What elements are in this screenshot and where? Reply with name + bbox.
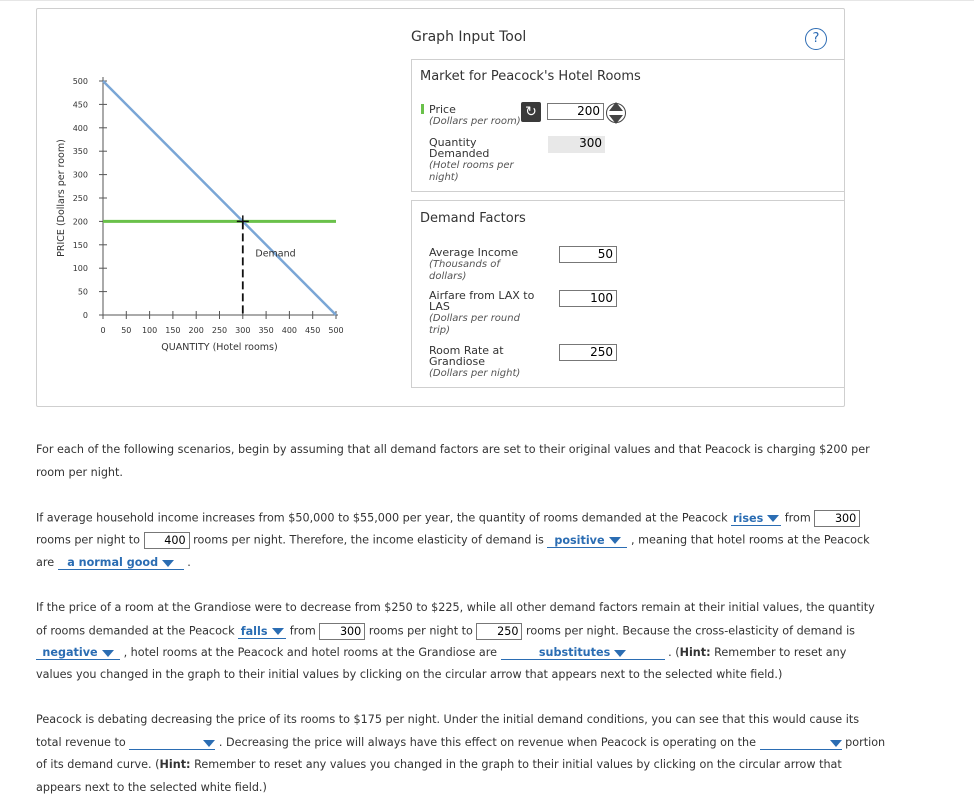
y-tick-label: 250 [72, 194, 88, 203]
demand-line [103, 81, 336, 315]
paragraph-3-line-3: of its demand curve. (Hint: Remember to reset any values you changed in the graph to their initial values by clicking on the circular arrow that [36, 758, 842, 771]
paragraph-3-line-1: Peacock is debating decreasing the price of its rooms to $175 per night. Under the initial demand conditions, you can see that this would cause its [36, 713, 860, 726]
x-tick-label: 250 [211, 326, 228, 335]
y-tick-label: 150 [72, 240, 88, 250]
paragraph-2-line-3: negative , hotel rooms at the Peacock and hotel rooms at the Grandiose are substitutes . (Hint: Remember to reset any [36, 646, 846, 660]
x-tick-label: 450 [305, 326, 321, 335]
y-tick-label: 200 [72, 217, 88, 227]
paragraph-2-line-4: values you changed in the graph to their initial values by clicking on the circular arrow that appears next to the selected white field.) [36, 668, 783, 681]
x-tick-label: 50 [121, 326, 132, 335]
income-to-input[interactable]: 400 [144, 532, 190, 549]
price-spinner-icon[interactable] [606, 99, 626, 127]
demand-factors-title: Demand Factors [420, 211, 526, 226]
quantity-value: 300 [548, 136, 605, 153]
dropdown-arrow-icon [609, 537, 621, 544]
paragraph-1-line-3: are a normal good . [36, 556, 191, 569]
quantity-label: Quantity Demanded (Hotel rooms per night) [429, 136, 514, 183]
y-tick-label: 0 [82, 311, 88, 320]
intro-line-2: room per night. [36, 466, 123, 479]
reset-arrow-icon[interactable]: ↻ [521, 102, 541, 122]
x-tick-label: 150 [165, 326, 181, 335]
intro-line-1: For each of the following scenarios, begin by assuming that all demand factors are set to their original values and that Peacock is charging $200 per [36, 443, 870, 456]
y-tick-label: 500 [72, 77, 88, 86]
grandiose-rate-input[interactable]: 250 [559, 344, 617, 361]
dropdown-arrow-icon [830, 740, 842, 747]
price-label: Price (Dollars per room) [429, 103, 521, 127]
x-tick-label: 0 [100, 326, 106, 335]
income-elasticity-dropdown[interactable]: positive [547, 534, 627, 548]
curve-portion-dropdown[interactable] [760, 736, 842, 750]
x-tick-label: 100 [141, 326, 158, 335]
paragraph-3-line-2: total revenue to . Decreasing the price will always have this effect on revenue when Peacock is operating on the portion [36, 736, 886, 749]
market-title: Market for Peacock's Hotel Rooms [420, 69, 641, 84]
paragraph-1-line-1: If average household income increases from $50,000 to $55,000 per year, the quantity of rooms demanded at the Peacock rises from 300 [36, 510, 860, 527]
x-tick-label: 350 [258, 326, 274, 335]
cross-elasticity-dropdown[interactable]: negative [36, 646, 120, 660]
dropdown-arrow-icon [162, 560, 174, 567]
airfare-input[interactable]: 100 [559, 290, 617, 307]
dropdown-arrow-icon [272, 628, 284, 635]
revenue-change-dropdown[interactable] [129, 736, 215, 750]
y-tick-label: 350 [72, 147, 88, 157]
paragraph-2-line-1: If the price of a room at the Grandiose were to decrease from $250 to $225, while all other demand factors remain at their initial values, the quantity [36, 601, 875, 614]
income-quantity-direction-dropdown[interactable]: rises [731, 512, 781, 526]
price-legend-marker [421, 104, 424, 114]
y-tick-label: 450 [72, 100, 88, 110]
x-tick-label: 500 [328, 326, 344, 335]
x-axis-label: QUANTITY (Hotel rooms) [161, 342, 278, 353]
grandiose-rate-label: Room Rate at Grandiose (Dollars per night) [429, 344, 521, 379]
good-type-dropdown[interactable]: a normal good [58, 556, 184, 570]
graph-input-tool-title: Graph Input Tool [411, 29, 527, 45]
x-tick-label: 300 [235, 326, 251, 335]
dropdown-arrow-icon [203, 740, 215, 747]
x-tick-label: 400 [281, 326, 298, 335]
goods-relationship-dropdown[interactable]: substitutes [501, 646, 665, 660]
demand-curve-label: Demand [255, 248, 296, 260]
income-from-input[interactable]: 300 [814, 510, 860, 527]
paragraph-2-line-2: of rooms demanded at the Peacock falls from 300 rooms per night to 250 rooms per night. Because the cross-elasticity of demand is [36, 624, 856, 638]
y-tick-label: 100 [72, 264, 88, 274]
help-icon[interactable]: ? [805, 28, 827, 50]
paragraph-1-line-2: rooms per night to 400 rooms per night. Therefore, the income elasticity of demand is positive , meaning that hotel rooms at the Peacock [36, 533, 870, 547]
dropdown-arrow-icon [614, 650, 626, 657]
cross-quantity-direction-dropdown[interactable]: falls [238, 625, 286, 639]
y-axis-label: PRICE (Dollars per room) [56, 139, 67, 257]
income-label: Average Income (Thousands of dollars) [429, 246, 519, 282]
dropdown-arrow-icon [767, 515, 779, 522]
y-tick-label: 400 [72, 123, 88, 133]
y-tick-label: 50 [77, 287, 88, 297]
price-input[interactable]: 200 [547, 103, 604, 120]
x-tick-label: 200 [188, 326, 204, 335]
cross-to-input[interactable]: 250 [476, 623, 522, 640]
y-tick-label: 300 [72, 170, 88, 180]
paragraph-3-line-4: appears next to the selected white field.) [36, 781, 267, 794]
income-input[interactable]: 50 [559, 246, 617, 263]
cross-from-input[interactable]: 300 [319, 623, 365, 640]
airfare-label: Airfare from LAX to LAS (Dollars per round trip) [429, 289, 535, 336]
dropdown-arrow-icon [102, 650, 114, 657]
